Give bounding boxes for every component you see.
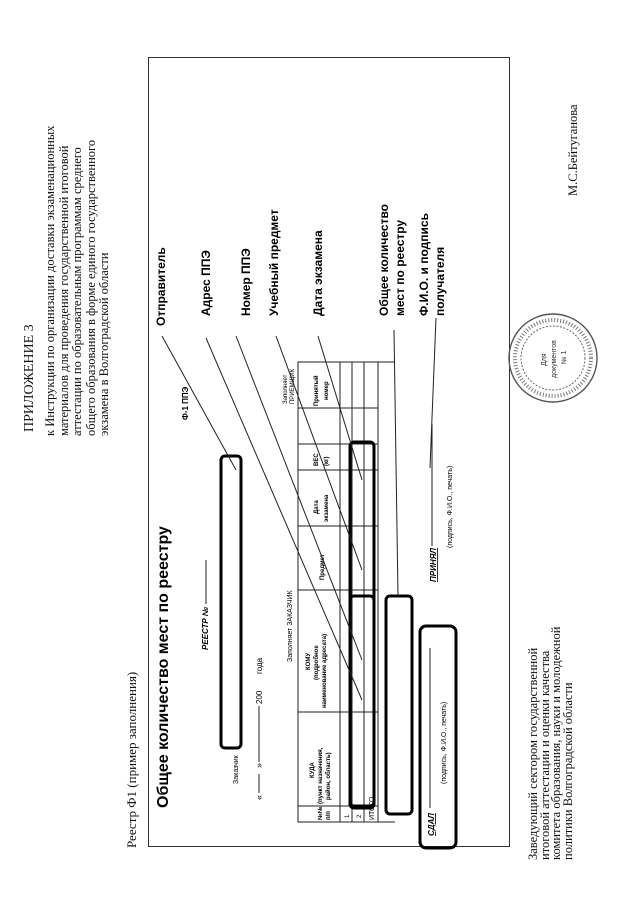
col-whom-1: КОМУ <box>306 652 312 670</box>
callouts <box>154 204 447 326</box>
fill-by-customer: Заполняет ЗАКАЗЧИК <box>287 590 294 662</box>
col-weight-2: (кг) <box>324 456 330 466</box>
position-line: политики Волгоградской области <box>560 682 575 860</box>
col-received-2: номер <box>324 381 330 400</box>
stamp-line-1: Для <box>541 353 548 366</box>
col-num-1: №№ <box>318 806 324 820</box>
col-num-2: п/п <box>326 811 332 820</box>
instruction-line: общего образования в форме единого государственного <box>83 139 98 436</box>
table-column-headers <box>306 375 332 820</box>
handed-label: СДАЛ <box>427 813 436 836</box>
date-open-quote: « <box>254 794 264 800</box>
col-whom-2: (подробное <box>314 645 320 680</box>
appendix-title: ПРИЛОЖЕНИЕ 3 <box>22 324 37 432</box>
accepted-label: ПРИНЯЛ <box>429 548 438 582</box>
callout-ppe-address: Адрес ППЭ <box>199 250 213 316</box>
col-where-1: КУДА <box>310 762 316 778</box>
callout-ppe-number: Номер ППЭ <box>239 248 253 316</box>
column-highlight-box <box>350 442 374 806</box>
row-number-2: 2 <box>357 814 363 818</box>
date-suffix: года <box>255 657 264 674</box>
fill-by-recipient-2: ПРИЕМЩИК <box>290 368 296 404</box>
instruction-line: аттестации по образовательным программам среднего <box>70 147 84 436</box>
total-label: ИТОГО <box>369 796 376 820</box>
callout-subject: Учебный предмет <box>267 209 281 316</box>
callout-total-line-1: Общее количество <box>377 203 391 316</box>
callout-exam-date: Дата экзамена <box>311 230 325 316</box>
col-weight-1: ВЕС <box>314 453 320 466</box>
form-big-title: Общее количество мест по реестру <box>155 526 172 808</box>
col-where-3: район, область) <box>326 752 332 800</box>
callout-recipient-line-2: получателя <box>433 246 447 316</box>
row-number-1: 1 <box>345 814 351 818</box>
registry-caption: Реестр Ф1 (пример заполнения) <box>124 671 139 848</box>
signatory-name: М.С.Бейтуганова <box>566 104 580 196</box>
col-subject: Предмет <box>320 554 326 580</box>
form-code: Ф-1 ППЭ <box>181 386 190 420</box>
position-line: комитета образования, науки и молодежной <box>549 626 563 860</box>
stamp-line-3: № 1 <box>561 350 568 364</box>
col-whom-3: наименование адресата) <box>322 633 328 708</box>
instruction-line: экзамена в Волгоградской области <box>97 252 111 436</box>
col-date-2: экзамена <box>324 494 330 522</box>
callout-total-line-2: мест по реестру <box>393 219 407 316</box>
address-highlight-box <box>350 596 374 808</box>
col-received-1: Принятый <box>314 375 320 406</box>
instruction-line: материалов для проведения государственной итоговой <box>56 145 71 436</box>
total-highlight-box <box>386 596 412 814</box>
registry-number-label: РЕЕСТР № <box>201 606 210 650</box>
stamp-line-2: документов <box>551 340 558 378</box>
position-line: итоговой аттестации и оценки качества <box>537 650 552 860</box>
date-year: 200 <box>255 690 264 704</box>
date-close-quote: » <box>254 762 264 768</box>
handed-highlight-box <box>420 626 456 848</box>
col-date-1: Дата <box>314 500 320 514</box>
customer-label: Заказчик <box>233 755 240 784</box>
signatory-position <box>528 627 574 860</box>
official-stamp <box>509 314 597 402</box>
instruction-line: к Инструкции по организации доставки экзаменационных <box>43 125 57 436</box>
callout-sender: Отправитель <box>154 247 168 326</box>
col-where-2: (пункт назначения, <box>318 747 324 804</box>
sender-highlight-box <box>221 456 241 748</box>
handed-sign-hint: (подпись, Ф.И.О., печать) <box>441 701 448 784</box>
registry-table-grid <box>298 362 395 822</box>
accepted-sign-hint: (подпись, Ф.И.О., печать) <box>447 465 454 548</box>
position-line: Заведующий сектором государственной <box>526 647 540 860</box>
callout-recipient-line-1: Ф.И.О. и подпись <box>417 213 431 316</box>
fill-by-recipient-1: Заполняет <box>283 374 289 404</box>
